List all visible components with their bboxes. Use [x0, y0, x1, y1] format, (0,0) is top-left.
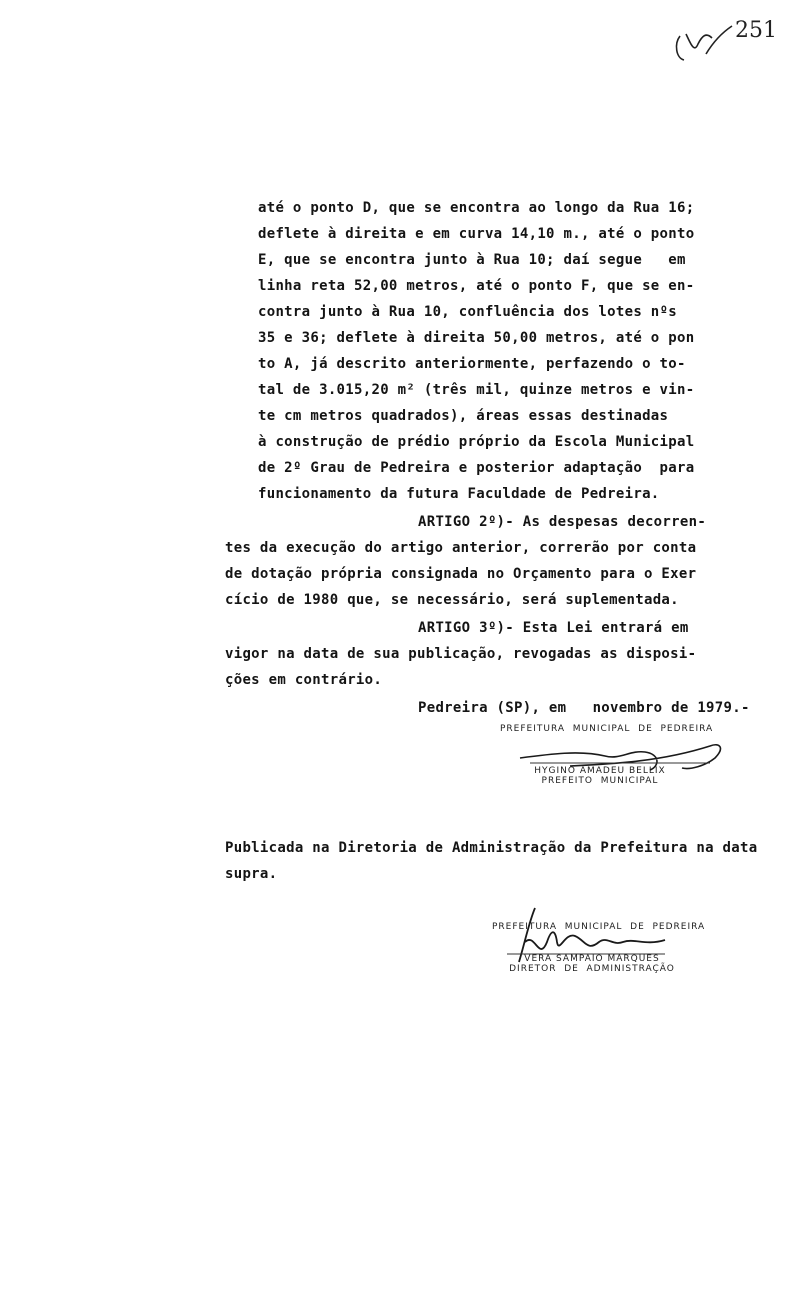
body-line: até o ponto D, que se encontra ao longo da Rua 16;: [258, 200, 695, 216]
body-line: 35 e 36; deflete à direita 50,00 metros, até o pon: [258, 330, 695, 346]
publication-line: supra.: [225, 866, 278, 882]
body-line: to A, já descrito anteriormente, perfazendo o to-: [258, 356, 686, 372]
director-signature: [495, 902, 685, 972]
page-number: 251: [735, 18, 777, 43]
body-line: deflete à direita e em curva 14,10 m., até o ponto: [258, 226, 695, 242]
stamp-header: PREFEITURA MUNICIPAL DE PEDREIRA: [500, 724, 714, 734]
body-line: te cm metros quadrados), áreas essas destinadas: [258, 408, 669, 424]
body-line: funcionamento da futura Faculdade de Pedreira.: [258, 486, 660, 502]
artigo-3-line: ções em contrário.: [225, 672, 383, 688]
stamp-header: PREFEITURA MUNICIPAL DE PEDREIRA: [492, 922, 706, 932]
artigo-2-line: cício de 1980 que, se necessário, será suplementada.: [225, 592, 679, 608]
artigo-2-line: de dotação própria consignada no Orçamento para o Exer: [225, 566, 697, 582]
body-line: tal de 3.015,20 m² (três mil, quinze metros e vin-: [258, 382, 695, 398]
stamp-name: HYGINO AMADEU BELLIX: [534, 766, 666, 776]
date-line: Pedreira (SP), em novembro de 1979.-: [418, 700, 750, 716]
artigo-2-heading: ARTIGO 2º)- As despesas decorren-: [418, 514, 707, 530]
publication-line: Publicada na Diretoria de Administração da Prefeitura na data: [225, 840, 758, 856]
artigo-2-line: tes da execução do artigo anterior, correrão por conta: [225, 540, 697, 556]
body-line: contra junto à Rua 10, confluência dos lotes nºs: [258, 304, 677, 320]
stamp-name: VERA SAMPAIO MARQUES: [524, 954, 660, 964]
body-line: E, que se encontra junto à Rua 10; daí segue em: [258, 252, 686, 268]
artigo-3-line: vigor na data de sua publicação, revogadas as disposi-: [225, 646, 697, 662]
body-line: linha reta 52,00 metros, até o ponto F, que se en-: [258, 278, 695, 294]
stamp-role: DIRETOR DE ADMINISTRAÇÃO: [509, 964, 675, 974]
body-line: à construção de prédio próprio da Escola Municipal: [258, 434, 695, 450]
body-line: de 2º Grau de Pedreira e posterior adaptação para: [258, 460, 695, 476]
artigo-3-heading: ARTIGO 3º)- Esta Lei entrará em: [418, 620, 689, 636]
handwritten-initials: [672, 14, 742, 74]
stamp-role: PREFEITO MUNICIPAL: [541, 776, 659, 786]
mayor-signature: [510, 736, 740, 776]
